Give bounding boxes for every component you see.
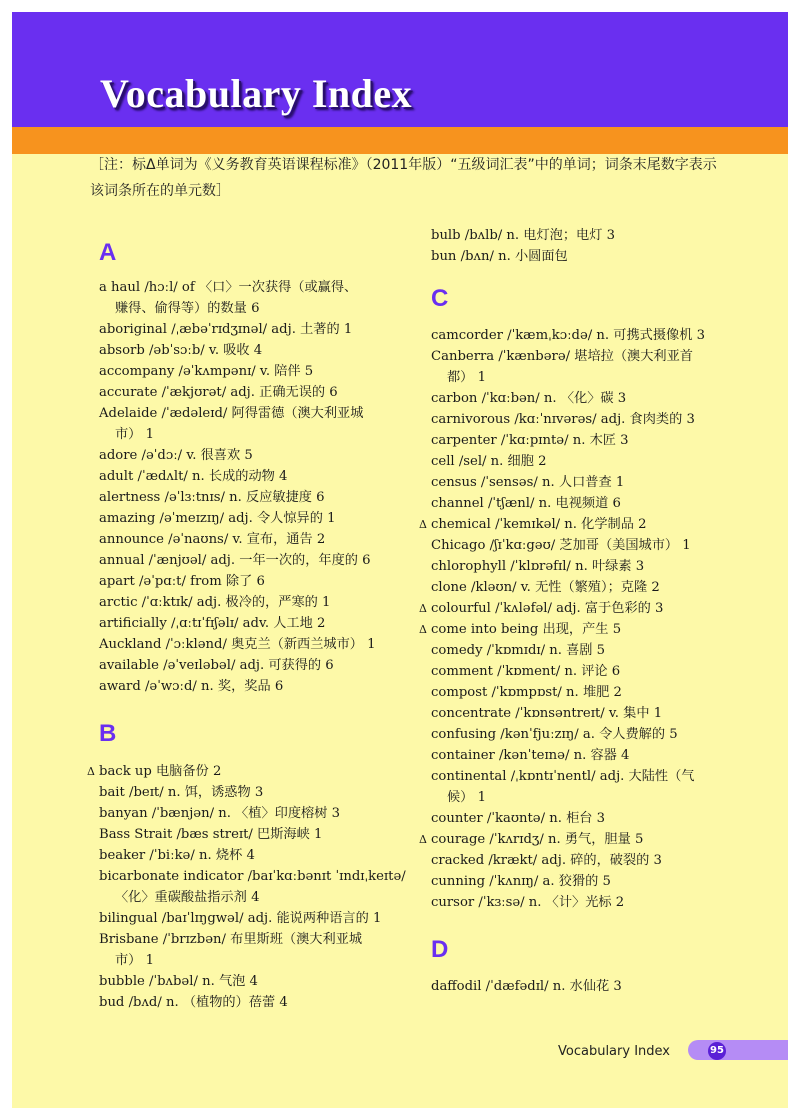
index-entry xyxy=(99,971,419,992)
entry-text: adult /ˈædʌlt/ n. 长成的动物 4 xyxy=(99,469,288,484)
entry-text: chemical /ˈkemɪkəl/ n. 化学制品 2 xyxy=(431,517,647,532)
entry-text: carbon /ˈkɑːbən/ n. 〈化〉碳 3 xyxy=(431,391,627,406)
entry-text: daffodil /ˈdæfədɪl/ n. 水仙花 3 xyxy=(431,979,622,994)
entry-text: clone /kləʊn/ v. 无性（繁殖）；克隆 2 xyxy=(431,580,660,595)
index-entry xyxy=(99,803,419,824)
entry-text: Auckland /ˈɔːklənd/ 奥克兰（新西兰城市） 1 xyxy=(99,637,376,652)
index-entry xyxy=(431,703,731,724)
entry-text: a haul /hɔːl/ of 〈口〉一次获得（或赢得、 xyxy=(99,280,358,295)
header-stripe xyxy=(12,127,788,154)
entry-text: courage /ˈkʌrɪdʒ/ n. 勇气，胆量 5 xyxy=(431,832,644,847)
entry-text: cursor /ˈkɜːsə/ n. 〈计〉光标 2 xyxy=(431,895,625,910)
index-entry xyxy=(99,592,419,613)
index-entry xyxy=(431,745,731,766)
page-title: Vocabulary Index xyxy=(100,71,413,116)
left-column xyxy=(87,225,419,1013)
index-entry xyxy=(431,808,731,829)
entry-text: camcorder /ˈkæmˌkɔːdə/ n. 可携式摄像机 3 xyxy=(431,328,705,343)
entry-text: carnivorous /kɑːˈnɪvərəs/ adj. 食肉类的 3 xyxy=(431,412,695,427)
triangle-marker-icon: Δ xyxy=(419,602,427,615)
section-letter-c: C xyxy=(431,285,449,312)
entry-continuation: 市） 1 xyxy=(115,427,154,442)
index-entry xyxy=(99,634,419,655)
index-entry xyxy=(99,676,419,697)
page-number: 95 xyxy=(708,1042,726,1060)
entry-continuation: 都） 1 xyxy=(447,370,486,385)
entry-text: artificially /ˌɑːtɪˈfɪʃəlɪ/ adv. 人工地 2 xyxy=(99,616,326,631)
triangle-marker-icon: Δ xyxy=(419,623,427,636)
index-entry xyxy=(419,619,731,640)
right-column xyxy=(419,225,731,997)
index-entry xyxy=(431,409,731,430)
entry-text: banyan /ˈbænjən/ n. 〈植〉印度榕树 3 xyxy=(99,806,340,821)
entry-text: absorb /əbˈsɔːb/ v. 吸收 4 xyxy=(99,343,263,358)
entry-text: aboriginal /ˌæbəˈrɪdʒɪnəl/ adj. 土著的 1 xyxy=(99,322,353,337)
triangle-marker-icon: Δ xyxy=(87,765,95,778)
entry-text: cracked /krækt/ adj. 碎的，破裂的 3 xyxy=(431,853,662,868)
entry-text: bilingual /baɪˈlɪŋgwəl/ adj. 能说两种语言的 1 xyxy=(99,911,382,926)
entry-continuation: 候） 1 xyxy=(447,790,486,805)
entry-continuation: 市） 1 xyxy=(115,953,154,968)
triangle-marker-icon: Δ xyxy=(419,518,427,531)
index-entry xyxy=(99,908,419,929)
index-entry xyxy=(431,661,731,682)
entry-text: bait /beɪt/ n. 饵，诱惑物 3 xyxy=(99,785,264,800)
entry-text: bicarbonate indicator /baɪˈkɑːbənɪt ˈɪndɪˌkeɪtə/ xyxy=(99,869,406,884)
entry-text: colourful /ˈkʌləfəl/ adj. 富于色彩的 3 xyxy=(431,601,664,616)
index-entry xyxy=(431,325,731,346)
index-entry xyxy=(99,655,419,676)
entry-text: cell /sel/ n. 细胞 2 xyxy=(431,454,547,469)
entry-text: Bass Strait /bæs streɪt/ 巴斯海峡 1 xyxy=(99,827,323,842)
index-entry xyxy=(431,246,731,267)
index-entry xyxy=(431,724,731,745)
index-entry xyxy=(431,577,731,598)
entry-continuation: 〈化〉重碳酸盐指示剂 4 xyxy=(115,890,260,905)
entry-text: come into being 出现，产生 5 xyxy=(431,622,622,637)
entry-text: container /kənˈteɪnə/ n. 容器 4 xyxy=(431,748,630,763)
index-entry xyxy=(99,466,419,487)
footer-label: Vocabulary Index xyxy=(558,1044,670,1059)
entry-text: bulb /bʌlb/ n. 电灯泡；电灯 3 xyxy=(431,228,615,243)
index-entry xyxy=(99,866,419,908)
index-entry xyxy=(99,403,419,445)
entry-text: carpenter /ˈkɑːpɪntə/ n. 木匠 3 xyxy=(431,433,629,448)
entry-text: annual /ˈænjʊəl/ adj. 一年一次的，年度的 6 xyxy=(99,553,371,568)
entry-text: amazing /əˈmeɪzɪŋ/ adj. 令人惊异的 1 xyxy=(99,511,336,526)
index-entry xyxy=(419,514,731,535)
page-number-tab xyxy=(688,1040,788,1060)
index-entry xyxy=(431,430,731,451)
entry-text: counter /ˈkaʊntə/ n. 柜台 3 xyxy=(431,811,606,826)
index-entry xyxy=(99,277,419,319)
entry-text: comment /ˈkɒment/ n. 评论 6 xyxy=(431,664,621,679)
entry-text: available /əˈveɪləbəl/ adj. 可获得的 6 xyxy=(99,658,334,673)
index-entry xyxy=(99,361,419,382)
index-note: ［注：标Δ单词为《义务教育英语课程标准》（2011年版）“五级词汇表”中的单词；词条末尾数字表示该词条所在的单元数］ xyxy=(90,157,717,199)
index-entry xyxy=(99,613,419,634)
index-entry xyxy=(99,550,419,571)
index-entry xyxy=(431,766,731,808)
index-entry xyxy=(99,782,419,803)
index-entry xyxy=(99,571,419,592)
entry-text: chlorophyll /ˈklɒrəfɪl/ n. 叶绿素 3 xyxy=(431,559,645,574)
entry-text: award /əˈwɔːd/ n. 奖，奖品 6 xyxy=(99,679,284,694)
entry-text: accurate /ˈækjʊrət/ adj. 正确无误的 6 xyxy=(99,385,338,400)
entry-text: Chicago /ʃɪˈkɑːgəʊ/ 芝加哥（美国城市） 1 xyxy=(431,538,691,553)
page xyxy=(12,12,788,1108)
entry-text: Adelaide /ˈædəleɪd/ 阿得雷德（澳大利亚城 xyxy=(99,406,364,421)
entry-text: compost /ˈkɒmpɒst/ n. 堆肥 2 xyxy=(431,685,622,700)
index-entry xyxy=(431,472,731,493)
entry-continuation: 赚得、偷得等）的数量 6 xyxy=(115,301,260,316)
entry-text: bubble /ˈbʌbəl/ n. 气泡 4 xyxy=(99,974,258,989)
index-entry xyxy=(99,992,419,1013)
entry-text: bud /bʌd/ n. （植物的）蓓蕾 4 xyxy=(99,995,288,1010)
index-entry xyxy=(431,225,731,246)
index-entry xyxy=(431,346,731,388)
index-entry xyxy=(419,829,731,850)
index-entry xyxy=(431,892,731,913)
index-entry xyxy=(99,824,419,845)
section-letter-d: D xyxy=(431,936,449,963)
entry-text: back up 电脑备份 2 xyxy=(99,764,222,779)
entry-text: continental /ˌkɒntɪˈnentl/ adj. 大陆性（气 xyxy=(431,769,695,784)
entry-text: Canberra /ˈkænbərə/ 堪培拉（澳大利亚首 xyxy=(431,349,693,364)
entry-text: adore /əˈdɔː/ v. 很喜欢 5 xyxy=(99,448,253,463)
index-entry xyxy=(419,598,731,619)
entry-text: apart /əˈpɑːt/ from 除了 6 xyxy=(99,574,265,589)
index-entry xyxy=(431,535,731,556)
entry-text: concentrate /ˈkɒnsəntreɪt/ v. 集中 1 xyxy=(431,706,663,721)
entry-text: census /ˈsensəs/ n. 人口普查 1 xyxy=(431,475,625,490)
index-entry xyxy=(431,388,731,409)
entry-text: cunning /ˈkʌnɪŋ/ a. 狡猾的 5 xyxy=(431,874,611,889)
entry-text: accompany /əˈkʌmpənɪ/ v. 陪伴 5 xyxy=(99,364,314,379)
section-letter-a: A xyxy=(99,239,117,266)
index-entry xyxy=(431,871,731,892)
entry-text: Brisbane /ˈbrɪzbən/ 布里斯班（澳大利亚城 xyxy=(99,932,363,947)
index-entry xyxy=(99,382,419,403)
index-entry xyxy=(431,640,731,661)
index-entry xyxy=(99,508,419,529)
section-letter-b: B xyxy=(99,720,117,747)
triangle-marker-icon: Δ xyxy=(419,833,427,846)
index-entry xyxy=(431,976,731,997)
entry-text: confusing /kənˈfjuːzɪŋ/ a. 令人费解的 5 xyxy=(431,727,678,742)
index-entry xyxy=(87,761,419,782)
entry-text: bun /bʌn/ n. 小圆面包 xyxy=(431,249,568,264)
index-entry xyxy=(99,319,419,340)
index-entry xyxy=(431,682,731,703)
index-entry xyxy=(99,845,419,866)
index-entry xyxy=(99,529,419,550)
entry-text: arctic /ˈɑːktɪk/ adj. 极冷的，严寒的 1 xyxy=(99,595,331,610)
entry-text: alertness /əˈlɜːtnɪs/ n. 反应敏捷度 6 xyxy=(99,490,325,505)
entry-text: channel /ˈtʃænl/ n. 电视频道 6 xyxy=(431,496,621,511)
entry-text: beaker /ˈbiːkə/ n. 烧杯 4 xyxy=(99,848,255,863)
index-entry xyxy=(431,451,731,472)
index-entry xyxy=(99,487,419,508)
index-entry xyxy=(99,445,419,466)
index-entry xyxy=(431,556,731,577)
index-entry xyxy=(99,929,419,971)
entry-text: announce /əˈnaʊns/ v. 宣布，通告 2 xyxy=(99,532,326,547)
index-entry xyxy=(431,850,731,871)
index-entry xyxy=(99,340,419,361)
entry-text: comedy /ˈkɒmɪdɪ/ n. 喜剧 5 xyxy=(431,643,606,658)
index-entry xyxy=(431,493,731,514)
